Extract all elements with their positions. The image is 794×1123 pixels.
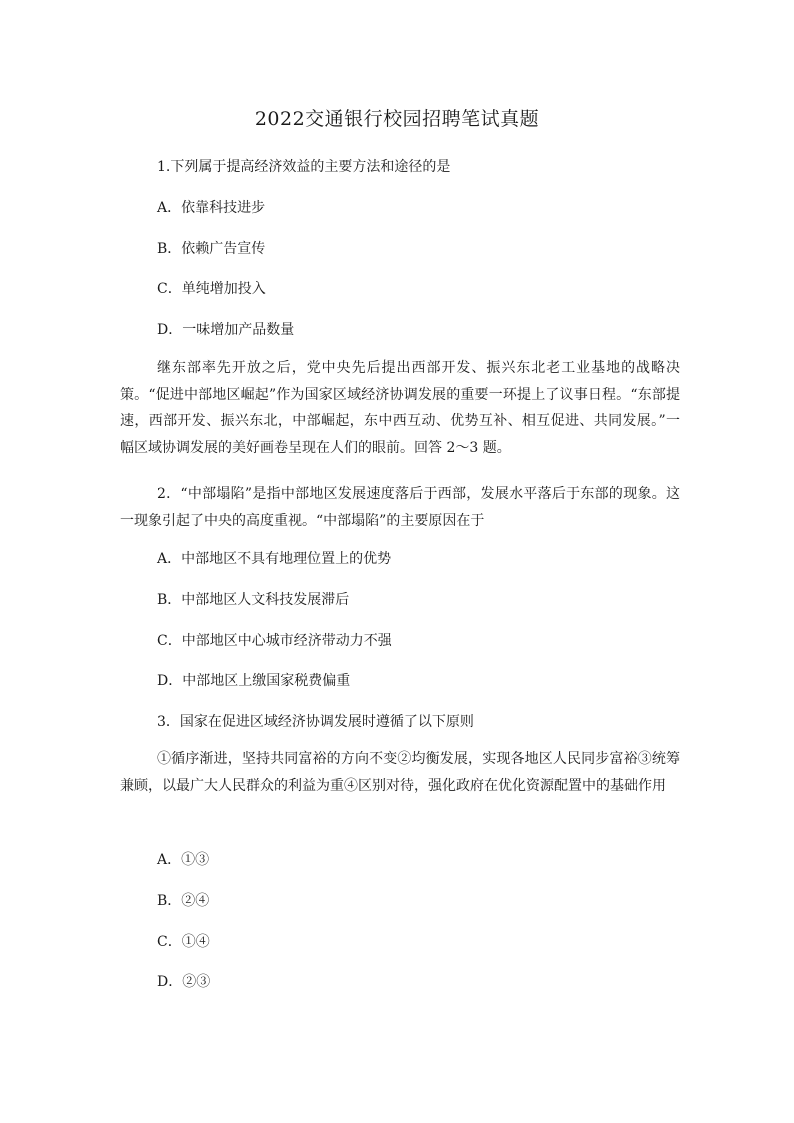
question-2-option-c: C．中部地区中心城市经济带动力不强 xyxy=(157,633,392,649)
question-1-option-d: D．一味增加产品数量 xyxy=(157,322,295,338)
question-3-option-d: D．②③ xyxy=(157,974,211,990)
question-2-option-b: B．中部地区人文科技发展滞后 xyxy=(157,592,350,608)
question-2-option-d: D．中部地区上缴国家税费偏重 xyxy=(157,673,351,689)
question-3-option-a: A．①③ xyxy=(157,852,210,868)
question-1-stem: 1.下列属于提高经济效益的主要方法和途径的是 xyxy=(157,159,451,175)
question-2-option-a: A．中部地区不具有地理位置上的优势 xyxy=(157,551,392,567)
question-2-stem: 2．“中部塌陷”是指中部地区发展速度落后于西部，发展水平落后于东部的现象。这一现象引起了中央的高度重视。“中部塌陷”的主要原因在于 xyxy=(120,486,680,529)
question-3-stem: 3．国家在促进区域经济协调发展时遵循了以下原则 xyxy=(157,714,474,730)
question-3-statements: ①循序渐进，坚持共同富裕的方向不变②均衡发展，实现各地区人民同步富裕③统筹兼顾，以最广大人民群众的利益为重④区别对待，强化政府在优化资源配置中的基础作用 xyxy=(120,751,680,794)
question-1-option-b: B．依赖广告宣传 xyxy=(157,241,266,257)
question-1-option-c: C．单纯增加投入 xyxy=(157,281,266,297)
reading-passage: 继东部率先开放之后，党中央先后提出西部开发、振兴东北老工业基地的战略决策。“促进中部地区崛起”作为国家区域经济协调发展的重要一环提上了议事日程。“东部提速，西部开发、振兴东北，中部崛起，东中西互动、优势互补、相互促进、共同发展。”一幅区域协调发展的美好画卷呈现在人们的眼前。回答 2～3 题。 xyxy=(120,360,680,456)
question-3-option-b: B．②④ xyxy=(157,893,210,909)
question-3-option-c: C．①④ xyxy=(157,934,210,950)
question-1-option-a: A．依靠科技进步 xyxy=(157,200,266,216)
page-title: 2022交通银行校园招聘笔试真题 xyxy=(254,108,540,130)
